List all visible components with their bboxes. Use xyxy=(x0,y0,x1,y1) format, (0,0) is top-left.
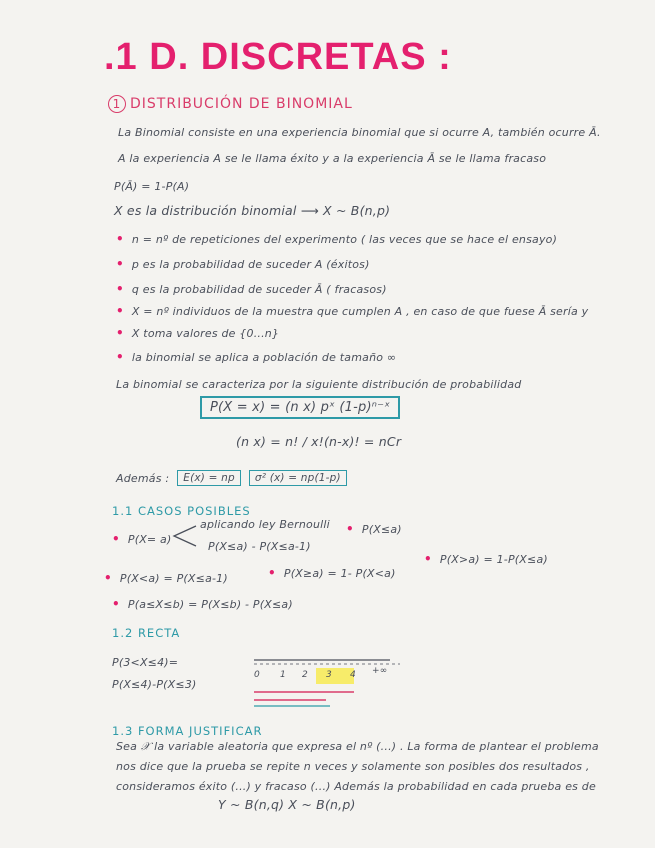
bullet-dot-icon: • xyxy=(346,522,354,536)
tick-label: 2 xyxy=(302,670,308,680)
case-formula: P(X≤a) - P(X≤a-1) xyxy=(208,540,311,553)
recta-line-2: P(X≤4)-P(X≤3) xyxy=(112,678,197,691)
bullet-item: • la binomial se aplica a población de tamaño ∞ xyxy=(116,350,397,364)
justify-line-4: Y ~ B(n,q) X ~ B(n,p) xyxy=(218,797,356,812)
case-item: • P(X= a) xyxy=(112,532,172,546)
recta-line-1: P(3<X≤4)= xyxy=(112,656,179,669)
bullet-item: • X toma valores de {0...n} xyxy=(116,326,280,340)
bullet-dot-icon: • xyxy=(116,326,124,340)
bullet-dot-icon: • xyxy=(116,350,124,364)
case-item: • P(X<a) = P(X≤a-1) xyxy=(104,571,228,585)
branch-arrow-icon xyxy=(172,522,198,548)
justify-line-3: consideramos éxito (...) y fracaso (...) Además la probabilidad en cada prueba es de xyxy=(116,780,596,793)
bullet-item: • X = nº individuos de la muestra que cumplen A , en caso de que fuese Ā sería y xyxy=(116,304,589,318)
bullet-item: • n = nº de repeticiones del experimento ( las veces que se hace el ensayo) xyxy=(116,232,558,246)
bullet-item: • q es la probabilidad de suceder Ā ( fracasos) xyxy=(116,282,387,296)
intro-line-3: P(Ā) = 1-P(A) xyxy=(114,180,190,193)
number-line-drawing xyxy=(250,654,410,710)
bullet-dot-icon: • xyxy=(116,232,124,246)
bullet-dot-icon: • xyxy=(112,597,120,611)
intro-line-2: A la experiencia A se le llama éxito y a la experiencia Ā se le llama fracaso xyxy=(118,152,547,165)
tick-label: 0 xyxy=(254,670,260,680)
number-line xyxy=(250,654,410,710)
ademas-label: Además : xyxy=(116,471,170,485)
intro-line-1: La Binomial consiste en una experiencia binomial que si ocurre A, también ocurre Ā. xyxy=(118,126,601,139)
case-item: • P(X>a) = 1-P(X≤a) xyxy=(424,552,548,566)
expectation-box: E(x) = np xyxy=(177,470,241,486)
section-1-2-heading: 1.2 RECTA xyxy=(112,626,181,640)
bullet-dot-icon: • xyxy=(104,571,112,585)
tick-label: 3 xyxy=(326,670,332,680)
section-1-3-heading: 1.3 FORMA JUSTIFICAR xyxy=(112,724,263,738)
justify-line-2: nos dice que la prueba se repite n veces y solamente son posibles dos resultados , xyxy=(116,760,590,773)
section-1-1-heading: 1.1 CASOS POSIBLES xyxy=(112,504,251,518)
bernoulli-note: aplicando ley Bernoulli xyxy=(200,518,330,531)
tick-label: +∞ xyxy=(372,666,388,676)
variance-box: σ² (x) = np(1-p) xyxy=(249,470,347,486)
binomial-formula-box: P(X = x) = (n x) pˣ (1-p)ⁿ⁻ˣ xyxy=(200,396,400,419)
bullet-item: • p es la probabilidad de suceder A (éxitos) xyxy=(116,257,370,271)
case-item: • P(a≤X≤b) = P(X≤b) - P(X≤a) xyxy=(112,597,293,611)
page-title: .1 D. DISCRETAS : xyxy=(104,36,452,78)
case-item: • P(X≥a) = 1- P(X<a) xyxy=(268,566,396,580)
combination-formula: (n x) = n! / x!(n-x)! = nCr xyxy=(236,434,402,449)
bullet-dot-icon: • xyxy=(116,304,124,318)
bullet-dot-icon: • xyxy=(268,566,276,580)
section-number: 1 xyxy=(108,95,126,113)
case-item: • P(X≤a) xyxy=(346,522,402,536)
justify-line-1: Sea 𝒳 la variable aleatoria que expresa el nº (...) . La forma de plantear el problema xyxy=(116,740,599,753)
bullet-dot-icon: • xyxy=(116,257,124,271)
section-1-heading xyxy=(108,95,353,113)
bullet-dot-icon: • xyxy=(424,552,432,566)
tick-label: 1 xyxy=(280,670,286,680)
characterize-text: La binomial se caracteriza por la siguiente distribución de probabilidad xyxy=(116,378,522,391)
bullet-dot-icon: • xyxy=(116,282,124,296)
intro-line-4: X es la distribución binomial ⟶ X ~ B(n,p) xyxy=(114,203,391,218)
tick-label: 4 xyxy=(350,670,356,680)
ademas-row xyxy=(116,470,347,486)
bullet-dot-icon: • xyxy=(112,532,120,546)
section-1-title: DISTRIBUCIÓN DE BINOMIAL xyxy=(130,96,353,112)
